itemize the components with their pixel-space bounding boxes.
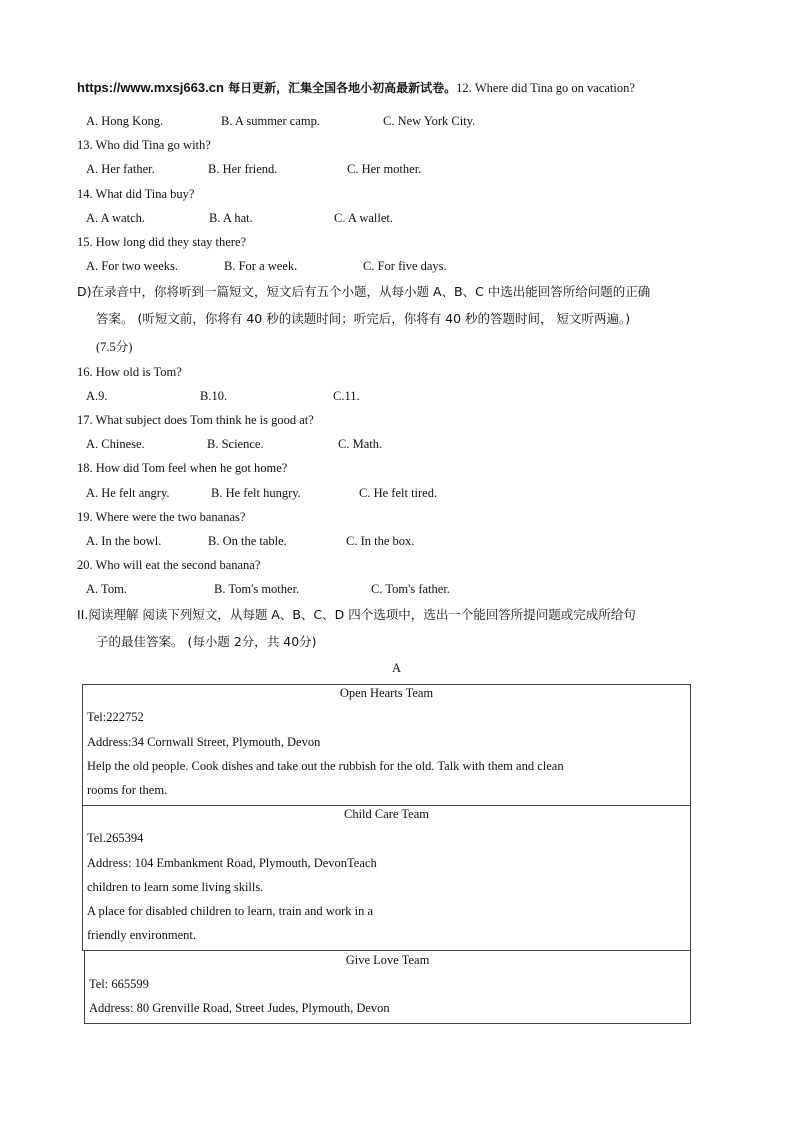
option-20a: A. Tom. bbox=[86, 582, 127, 596]
option-17a: A. Chinese. bbox=[86, 437, 145, 451]
option-18c: C. He felt tired. bbox=[359, 486, 438, 500]
option-16b: B.10. bbox=[200, 389, 228, 403]
option-15c: C. For five days. bbox=[363, 259, 447, 273]
question-17: 17. What subject does Tom think he is good at? bbox=[77, 413, 314, 427]
option-20c: C. Tom's father. bbox=[371, 582, 450, 596]
option-13b: B. Her friend. bbox=[208, 162, 278, 176]
team-address: Address:34 Cornwall Street, Plymouth, Devon bbox=[87, 735, 321, 749]
question-12: 12. Where did Tina go on vacation? bbox=[456, 81, 635, 95]
header-line bbox=[77, 80, 635, 96]
option-13c: C. Her mother. bbox=[347, 162, 422, 176]
passage-label: A bbox=[391, 661, 402, 675]
section-d-instruction-1: D)在录音中，你将听到一篇短文，短文后有五个小题，从每小题 A、B、C 中选出能回答所给问题的正确 bbox=[77, 284, 651, 299]
question-16: 16. How old is Tom? bbox=[77, 365, 182, 379]
team-description: children to learn some living skills. bbox=[87, 880, 264, 894]
team-address: Address: 104 Embankment Road, Plymouth, DevonTeach bbox=[87, 856, 377, 870]
option-19b: B. On the table. bbox=[208, 534, 287, 548]
question-19: 19. Where were the two bananas? bbox=[77, 510, 246, 524]
section-ii-instruction-2: 子的最佳答案。 (每小题 2分，共 40分) bbox=[96, 634, 317, 649]
team-address: Address: 80 Grenville Road, Street Judes, Plymouth, Devon bbox=[89, 1001, 390, 1015]
team-box-give-love bbox=[84, 950, 691, 1024]
team-description: A place for disabled children to learn, train and work in a bbox=[87, 904, 374, 918]
team-box-child-care bbox=[82, 805, 691, 951]
option-14b: B. A hat. bbox=[209, 211, 253, 225]
option-16c: C.11. bbox=[333, 389, 360, 403]
team-description: rooms for them. bbox=[87, 783, 168, 797]
site-slogan: 每日更新，汇集全国各地小初高最新试卷。 bbox=[223, 81, 457, 95]
team-description: friendly environment. bbox=[87, 928, 196, 942]
question-13: 13. Who did Tina go with? bbox=[77, 138, 211, 152]
option-17b: B. Science. bbox=[207, 437, 264, 451]
team-tel: Tel.265394 bbox=[87, 831, 144, 845]
option-18a: A. He felt angry. bbox=[86, 486, 170, 500]
site-url[interactable]: https://www.mxsj663.cn bbox=[77, 80, 224, 95]
option-15b: B. For a week. bbox=[224, 259, 298, 273]
option-12b: B. A summer camp. bbox=[221, 114, 320, 128]
option-19c: C. In the box. bbox=[346, 534, 415, 548]
team-title: Give Love Team bbox=[345, 953, 430, 967]
option-14c: C. A wallet. bbox=[334, 211, 394, 225]
team-title: Open Hearts Team bbox=[339, 686, 434, 700]
section-d-instruction-2: 答案。 (听短文前，你将有 40 秒的读题时间；听完后，你将有 40 秒的答题时间， 短文听两遍。) bbox=[96, 311, 631, 326]
option-13a: A. Her father. bbox=[86, 162, 155, 176]
question-15: 15. How long did they stay there? bbox=[77, 235, 247, 249]
team-box-open-hearts bbox=[82, 684, 691, 806]
team-tel: Tel:222752 bbox=[87, 710, 144, 724]
question-18: 18. How did Tom feel when he got home? bbox=[77, 461, 288, 475]
option-12a: A. Hong Kong. bbox=[86, 114, 164, 128]
team-tel: Tel: 665599 bbox=[89, 977, 149, 991]
question-14: 14. What did Tina buy? bbox=[77, 187, 195, 201]
option-16a: A.9. bbox=[86, 389, 108, 403]
option-18b: B. He felt hungry. bbox=[211, 486, 301, 500]
option-15a: A. For two weeks. bbox=[86, 259, 179, 273]
team-description: Help the old people. Cook dishes and take out the rubbish for the old. Talk with them and clean bbox=[87, 759, 564, 773]
option-17c: C. Math. bbox=[338, 437, 383, 451]
option-20b: B. Tom's mother. bbox=[214, 582, 300, 596]
option-12c: C. New York City. bbox=[383, 114, 476, 128]
section-ii-instruction-1: II.阅读理解 阅读下列短文，从每题 A、B、C、D 四个选项中，选出一个能回答所提问题或完成所给句 bbox=[77, 607, 636, 622]
team-title: Child Care Team bbox=[344, 807, 429, 821]
option-14a: A. A watch. bbox=[86, 211, 146, 225]
option-19a: A. In the bowl. bbox=[86, 534, 162, 548]
section-d-score: (7.5分) bbox=[96, 340, 133, 354]
question-20: 20. Who will eat the second banana? bbox=[77, 558, 261, 572]
